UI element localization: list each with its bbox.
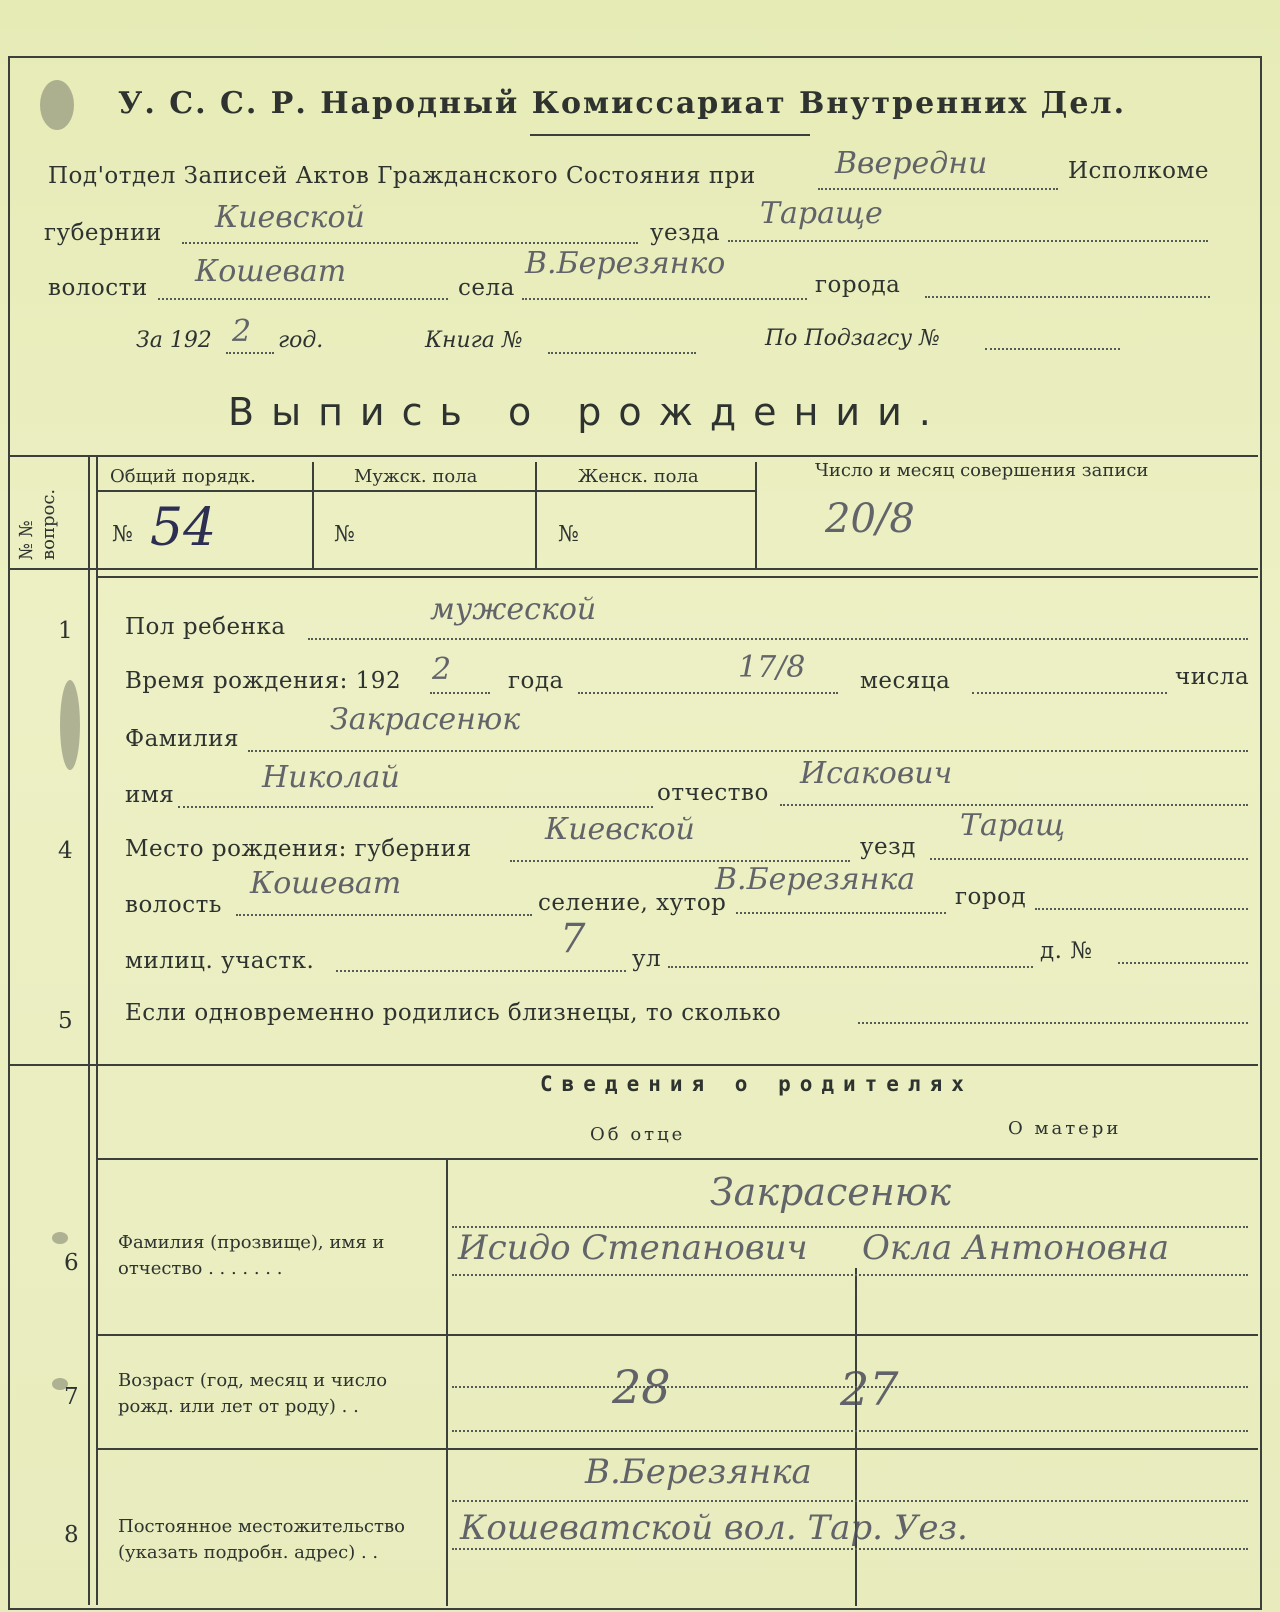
q1-label: Пол ребенка: [125, 614, 286, 640]
stain-mark: [60, 680, 80, 770]
parents-rule: [96, 1334, 1258, 1336]
table-top-rule: [8, 455, 1258, 457]
q2-day-line: [972, 692, 1167, 694]
row8-num: 8: [64, 1522, 80, 1548]
q4c-ul: ул: [632, 946, 662, 972]
row6-line: [452, 1274, 1248, 1276]
q4b-selenie-line: [736, 912, 946, 914]
header-rule: [530, 134, 810, 136]
year-suffix: год.: [278, 328, 324, 353]
subdept-suffix: Исполкоме: [1068, 158, 1209, 184]
row6-label: отчество . . . . . . .: [118, 1258, 283, 1279]
gorod-label: города: [815, 272, 901, 298]
parents-vline: [446, 1158, 448, 1606]
q2-year-line: [430, 692, 490, 694]
row7-label: Возраст (год, месяц и число: [118, 1370, 388, 1391]
year-hand: 2: [232, 314, 252, 349]
q2-day: числа: [1175, 664, 1250, 690]
row8-line: [452, 1548, 1248, 1550]
row8-label: (указать подробн. адрес) . .: [118, 1542, 379, 1563]
col-general: Общий порядк.: [110, 466, 256, 487]
stain-mark: [52, 1232, 68, 1244]
num-sign: №: [558, 522, 579, 547]
q1-line: [308, 638, 1248, 640]
section-rule: [8, 1064, 1258, 1066]
father-col: Об отце: [590, 1124, 686, 1145]
gubernia-label: губернии: [44, 220, 162, 246]
q4b-hand: Кошеват: [250, 866, 402, 901]
general-number: 54: [150, 498, 217, 558]
book-label: Книга №: [425, 328, 523, 353]
subdept-hand: Ввередни: [835, 146, 988, 181]
q4c-label: милиц. участк.: [125, 948, 315, 974]
row6-father-hand: Исидо Степанович: [458, 1228, 808, 1268]
q4c-line: [336, 970, 626, 972]
selo-hand: В.Березянко: [525, 246, 726, 281]
row7-line: [452, 1430, 1248, 1432]
q4-num: 4: [58, 838, 74, 864]
stain-mark: [40, 80, 74, 130]
q4-label: Место рождения: губерния: [125, 836, 472, 862]
row7-num: 7: [64, 1384, 80, 1410]
table-header-rule: [96, 490, 756, 492]
parents-heading: Сведения о родителях: [540, 1072, 973, 1096]
subzags-line: [985, 348, 1120, 350]
table-bottom-rule: [8, 568, 1258, 570]
subdept-prefix: Под'отдел Записей Актов Гражданского Состояния при: [48, 163, 756, 189]
col-date: Число и месяц совершения записи: [815, 460, 1149, 481]
table-vline: [312, 462, 314, 570]
row7-label: рожд. или лет от роду) . .: [118, 1396, 359, 1417]
selo-line: [522, 298, 807, 300]
mother-col: О матери: [1008, 1118, 1122, 1139]
q3b-label: имя: [125, 782, 175, 808]
q2-date-hand: 17/8: [738, 650, 806, 685]
table-vline: [96, 455, 98, 1605]
q4b-label: волость: [125, 892, 222, 918]
volost-label: волости: [48, 275, 148, 301]
q4c-ul-line: [668, 966, 1033, 968]
row6-label: Фамилия (прозвище), имя и: [118, 1232, 385, 1253]
table-vline: [88, 455, 90, 1605]
q2-label: Время рождения: 192: [125, 668, 402, 694]
parents-rule: [96, 1448, 1258, 1450]
row8-hand: Кошеватской вол. Тар. Уез.: [460, 1508, 968, 1548]
q3c-label: отчество: [657, 780, 769, 806]
row6-mother-hand: Окла Антоновна: [862, 1228, 1170, 1268]
row8-line: [452, 1500, 1248, 1502]
num-sign: №: [334, 522, 355, 547]
table-bottom-rule: [96, 576, 1258, 578]
q4c-dom: д. №: [1040, 938, 1093, 964]
year-line: [226, 352, 274, 354]
q4c-hand: 7: [560, 916, 586, 962]
table-vline: [755, 462, 757, 570]
volost-line: [158, 298, 448, 300]
selo-label: села: [458, 275, 515, 301]
gorod-line: [925, 296, 1210, 298]
volost-hand: Кошеват: [195, 254, 347, 289]
q3c-hand: Исакович: [800, 756, 953, 791]
uezd-line: [728, 240, 1208, 242]
q1-num: 1: [58, 618, 74, 644]
uezd-label: уезда: [650, 220, 721, 246]
q3-label: Фамилия: [125, 726, 239, 752]
q4b-gorod-line: [1035, 908, 1248, 910]
gubernia-hand: Киевской: [215, 200, 365, 235]
q2-date-line: [578, 692, 838, 694]
q4b-selenie-hand: В.Березянка: [715, 862, 916, 897]
q1-hand: мужеской: [430, 592, 597, 627]
q3-hand: Закрасенюк: [330, 702, 521, 737]
col-male: Мужск. пола: [354, 466, 478, 487]
q5-label: Если одновременно родились близнецы, то сколько: [125, 1000, 782, 1026]
subdept-line: [818, 188, 1058, 190]
q3b-line: [178, 806, 653, 808]
year-label: За 192: [136, 328, 212, 353]
document-title: Выпись о рождении.: [228, 390, 948, 434]
q2-year-suffix: года: [508, 668, 564, 694]
uezd-hand: Тараще: [760, 196, 883, 231]
parents-vline: [855, 1268, 857, 1606]
book-line: [548, 352, 696, 354]
col-female: Женск. пола: [578, 466, 699, 487]
table-vline: [535, 462, 537, 570]
q5-num: 5: [58, 1008, 74, 1034]
q2-month: месяца: [860, 668, 951, 694]
q2-year-hand: 2: [432, 652, 452, 687]
q3c-line: [780, 804, 1248, 806]
q5-line: [858, 1022, 1248, 1024]
q4-uezd: уезд: [860, 834, 916, 860]
row8-label: Постоянное местожительство: [118, 1516, 405, 1537]
republic-line: У. С. С. Р. Народный Комиссариат Внутренних Дел.: [118, 86, 1127, 121]
q4-uezd-hand: Таращ: [960, 808, 1066, 843]
row7-father-hand: 28: [612, 1360, 671, 1414]
row7-mother-hand: 27: [840, 1362, 899, 1416]
q4b-line: [236, 914, 532, 916]
q3-line: [248, 750, 1248, 752]
q4b-gorod: город: [955, 884, 1027, 910]
q4-gub-hand: Киевской: [545, 812, 695, 847]
subzags-label: По Подзагсу №: [765, 326, 940, 351]
parents-rule: [96, 1158, 1258, 1160]
num-sign: №: [112, 522, 133, 547]
q4b-selenie: селение, хутор: [538, 890, 727, 916]
row8-top-hand: В.Березянка: [585, 1452, 812, 1492]
gubernia-line: [182, 242, 638, 244]
side-label: № № вопрос.: [16, 488, 59, 560]
q4-uezd-line: [930, 858, 1248, 860]
record-date: 20/8: [825, 496, 915, 542]
q4c-dom-line: [1118, 962, 1248, 964]
row6-surname-hand: Закрасенюк: [710, 1170, 951, 1214]
q3b-hand: Николай: [262, 760, 400, 795]
row6-num: 6: [64, 1250, 80, 1276]
